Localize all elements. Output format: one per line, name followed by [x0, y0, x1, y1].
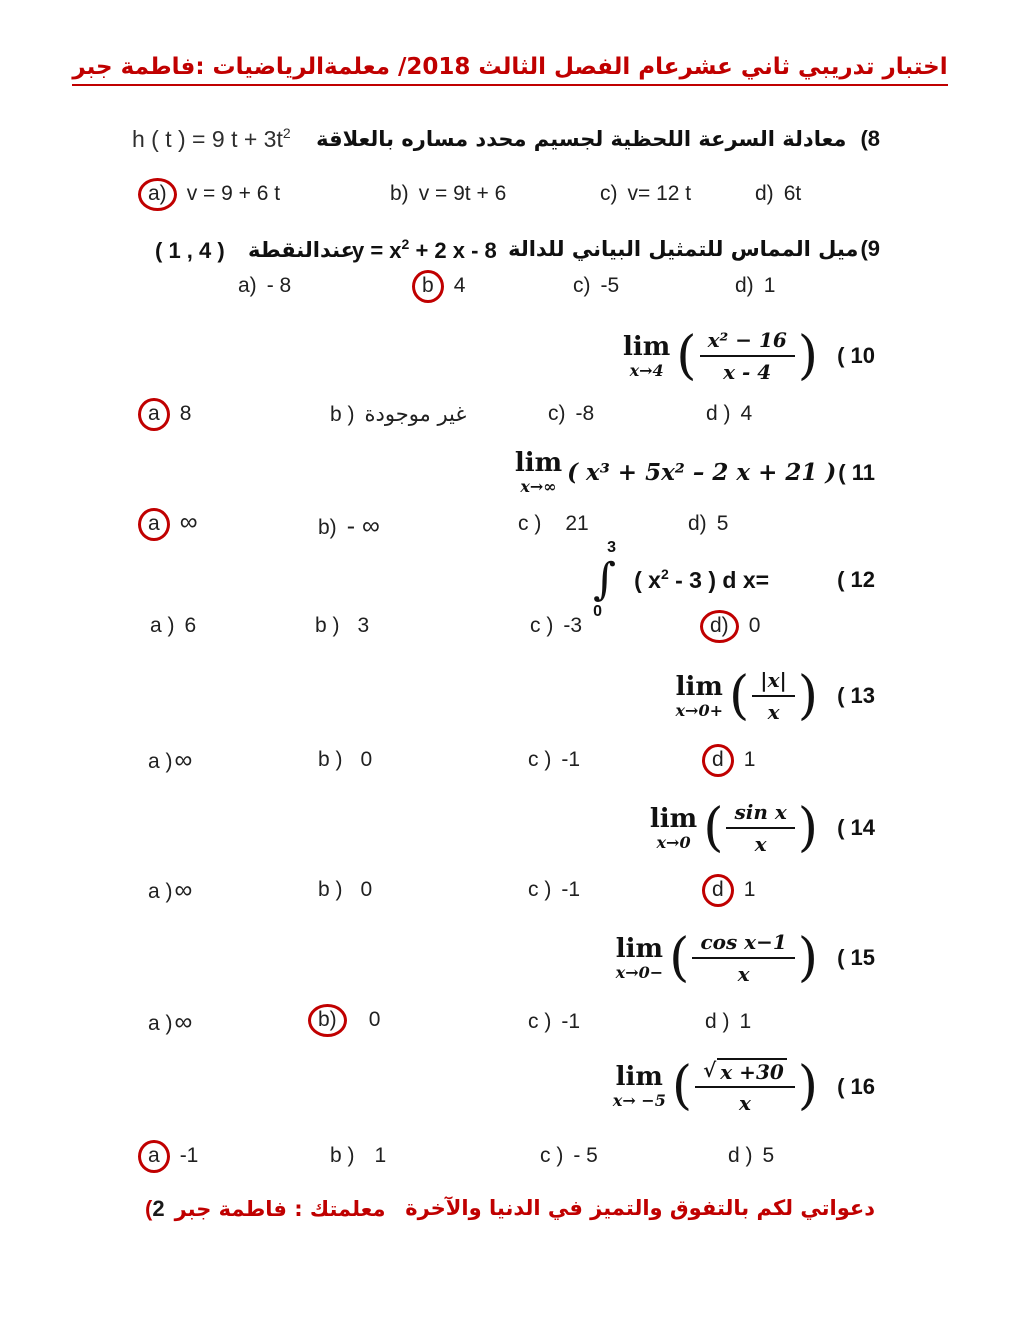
q11-option-c: [518, 512, 589, 536]
option-value: -1: [179, 1144, 199, 1167]
q14-formula: [649, 797, 875, 858]
q11-option-b: [318, 512, 380, 541]
teacher-signature: معلمتك : فاطمة جبر: [174, 1197, 386, 1221]
q15-formula: [615, 927, 875, 988]
q14-option-d: [702, 874, 755, 907]
option-letter: a ): [148, 750, 173, 773]
page-paren: (: [145, 1196, 153, 1221]
option-letter: a: [148, 402, 160, 425]
answer-circle: [702, 744, 734, 777]
option-value: 0: [368, 1008, 381, 1031]
option-value: 0: [360, 748, 373, 771]
option-value: 5: [762, 1144, 775, 1167]
option-value: 1: [743, 878, 756, 901]
q8-heading-text: معادلة السرعة اللحظية لجسيم محدد مساره بالعلاقة: [316, 127, 847, 151]
option-value: -8: [575, 402, 595, 425]
radicand: x +30: [717, 1058, 786, 1084]
limit-symbol: lim x→0−: [615, 933, 664, 982]
option-letter: d): [735, 274, 754, 297]
q8-option-d: [755, 182, 801, 206]
option-value: 1: [374, 1144, 387, 1167]
open-paren: (: [703, 797, 724, 858]
limit-subscript: x→0: [656, 832, 691, 852]
footer-blessing: [405, 1196, 875, 1220]
q12-number: ( 12: [837, 567, 875, 592]
option-letter: c ): [528, 878, 552, 901]
option-value: ∞: [174, 876, 193, 904]
option-value: -1: [561, 748, 581, 771]
close-paren: ): [797, 927, 819, 988]
option-value: v = 9t + 6: [418, 182, 507, 205]
q11-formula: [515, 450, 875, 495]
page-number-tag: [145, 1196, 165, 1222]
q14-option-b: [318, 878, 372, 902]
option-letter: b ): [330, 403, 355, 426]
option-value: 0: [360, 878, 373, 901]
q16-option-a: [138, 1140, 198, 1173]
option-value: v = 9 + 6 t: [186, 182, 281, 205]
option-letter: c ): [528, 748, 552, 771]
answer-circle: [138, 508, 170, 541]
option-value: غير موجودة: [364, 402, 467, 426]
option-value: - ∞: [346, 512, 380, 540]
q8-formula: [132, 126, 291, 153]
q10-number: ( 10: [837, 343, 875, 368]
limit-subscript: x→0+: [675, 700, 723, 720]
option-letter: a ): [148, 880, 173, 903]
option-value: 8: [179, 402, 192, 425]
option-letter: c): [548, 402, 566, 425]
q10-option-b: [330, 402, 466, 427]
close-paren: ): [797, 325, 819, 386]
q8-option-a: [138, 178, 280, 211]
q12-option-d: [700, 610, 760, 643]
q11-option-d: [688, 512, 728, 536]
q11-number: ( 11: [838, 459, 875, 485]
q13-number: ( 13: [837, 683, 875, 708]
integral-upper-bound: 3: [607, 539, 617, 556]
answer-circle: [700, 610, 739, 643]
numerator: |x|: [760, 668, 787, 692]
option-letter: a ): [148, 1012, 173, 1035]
option-letter: a ): [150, 614, 175, 637]
option-letter: b ): [330, 1144, 355, 1167]
limit-subscript: x→4: [629, 360, 664, 380]
q15-number: ( 15: [837, 945, 875, 970]
q13-option-c: [528, 748, 580, 772]
close-paren: ): [797, 665, 819, 726]
option-letter: a): [148, 182, 167, 205]
option-letter: b ): [318, 748, 343, 771]
option-value: - 5: [573, 1144, 598, 1167]
option-value: -1: [561, 1010, 581, 1033]
option-letter: b: [422, 274, 434, 297]
q9-at-word: عندالنقطة: [248, 238, 356, 262]
open-paren: (: [729, 665, 750, 726]
close-paren: ): [797, 1056, 819, 1117]
open-paren: (: [671, 1056, 693, 1117]
numerator: sin x: [734, 800, 787, 824]
q9-function-rest: + 2 x - 8: [409, 238, 497, 263]
option-letter: d: [712, 878, 724, 901]
option-letter: b ): [315, 614, 340, 637]
integral: [593, 540, 616, 620]
option-letter: d): [755, 182, 774, 205]
integrand: ( x2 - 3 ) d x=: [634, 565, 770, 593]
close-paren: ): [797, 797, 819, 858]
option-letter: c): [573, 274, 591, 297]
q9-function-base: y = x: [352, 238, 402, 263]
q9-heading: [508, 236, 880, 262]
answer-circle: [308, 1004, 347, 1037]
denominator: x: [752, 695, 794, 724]
answer-circle: [702, 874, 734, 907]
option-value: 1: [739, 1010, 752, 1033]
q9-option-c: [573, 274, 619, 298]
fraction: [700, 328, 795, 384]
option-letter: c ): [530, 614, 554, 637]
numerator: [695, 1058, 795, 1086]
q16-option-d: [728, 1144, 774, 1168]
q10-formula: [623, 325, 875, 386]
limit-subscript: x→0−: [615, 962, 664, 982]
option-value: 3: [357, 614, 370, 637]
limit-symbol: lim x→0+: [675, 671, 723, 720]
footer-left: [145, 1196, 386, 1222]
option-letter: c ): [540, 1144, 564, 1167]
blessing-text: دعواتي لكم بالتفوق والتميز في الدنيا والآخرة: [405, 1196, 875, 1220]
q9-function-exponent: 2: [401, 236, 410, 252]
page-number: 2: [152, 1196, 165, 1221]
option-letter: b): [318, 1008, 337, 1031]
option-value: ∞: [174, 746, 193, 774]
denominator: x: [695, 1086, 795, 1115]
option-letter: b): [318, 516, 337, 539]
denominator: x: [692, 957, 794, 986]
q9-function: [352, 238, 497, 264]
option-value: -3: [563, 614, 583, 637]
option-value: 6: [184, 614, 197, 637]
q10-option-d: [706, 402, 752, 426]
q14-option-a: [148, 876, 192, 905]
q15-option-c: [528, 1010, 580, 1034]
limit-symbol: lim x→ −5: [612, 1062, 666, 1110]
q14-option-c: [528, 878, 580, 902]
open-paren: (: [676, 325, 697, 386]
q10-option-c: [548, 402, 594, 426]
numerator: cos x−1: [700, 930, 787, 954]
option-value: - 8: [266, 274, 292, 297]
denominator: x: [726, 827, 794, 856]
q13-option-b: [318, 748, 372, 772]
q13-formula: [675, 665, 875, 726]
limit-symbol: lim x→∞: [514, 448, 563, 496]
option-letter: b): [390, 182, 409, 205]
option-value: 1: [743, 748, 756, 771]
integral-lower-bound: 0: [593, 603, 603, 620]
option-letter: a: [148, 512, 160, 535]
limit-symbol: lim x→4: [623, 331, 671, 380]
q8-number: (8: [860, 126, 880, 151]
answer-circle: [138, 398, 170, 431]
exam-header: [0, 54, 1020, 80]
q12-formula: [593, 540, 875, 620]
limit-symbol: lim x→0: [649, 803, 698, 852]
q16-formula: [613, 1058, 875, 1115]
option-letter: d ): [705, 1010, 730, 1033]
q16-number: ( 16: [837, 1073, 875, 1099]
option-letter: d): [710, 614, 729, 637]
exam-header-title: اختبار تدريبي ثاني عشرعام الفصل الثالث 2018/ معلمةالرياضيات :فاطمة جبر: [72, 54, 947, 86]
q15-option-b: [308, 1004, 380, 1037]
q8-option-b: [390, 182, 506, 206]
answer-circle: [138, 1140, 170, 1173]
q8-formula-text: h ( t ) = 9 t + 3t: [132, 126, 283, 152]
q12-option-c: [530, 614, 582, 638]
option-value: ∞: [174, 1008, 193, 1036]
sqrt-sign: √: [703, 1058, 717, 1082]
integral-sign: ∫: [593, 554, 617, 605]
limit-subscript: x→ −5: [612, 1091, 666, 1110]
option-value: 4: [453, 274, 466, 297]
option-letter: c): [600, 182, 618, 205]
option-value: ∞: [179, 508, 198, 536]
q15-option-d: [705, 1010, 751, 1034]
option-letter: b ): [318, 878, 343, 901]
q8-heading: [316, 126, 880, 152]
option-value: 0: [748, 614, 761, 637]
polynomial: ( x³ + 5x² – 2 x + 21 ): [567, 459, 837, 486]
fraction: [692, 930, 794, 986]
option-letter: d): [688, 512, 707, 535]
option-value: 5: [716, 512, 729, 535]
option-letter: d ): [728, 1144, 753, 1167]
q13-option-d: [702, 744, 755, 777]
q9-option-d: [735, 274, 775, 298]
numerator: x² − 16: [707, 328, 787, 352]
q11-option-a: [138, 508, 198, 541]
q14-number: ( 14: [837, 815, 875, 840]
q10-option-a: [138, 398, 191, 431]
q9-option-b: [412, 270, 465, 303]
option-value: -1: [561, 878, 581, 901]
integrand-exponent: 2: [660, 565, 669, 582]
option-value: 4: [740, 402, 753, 425]
q8-option-c: [600, 182, 691, 206]
option-letter: c ): [528, 1010, 552, 1033]
q8-formula-exponent: 2: [282, 125, 291, 141]
q15-option-a: [148, 1008, 192, 1037]
option-value: 6t: [783, 182, 802, 205]
fraction: [695, 1058, 795, 1115]
answer-circle: [412, 270, 444, 303]
q16-option-c: [540, 1144, 598, 1168]
option-value: 21: [565, 512, 589, 535]
q9-number: (9: [860, 236, 880, 261]
fraction: [752, 668, 794, 724]
q12-option-b: [315, 614, 369, 638]
open-paren: (: [669, 927, 690, 988]
option-value: v= 12 t: [627, 182, 692, 205]
q16-option-b: [330, 1144, 386, 1168]
q9-point: ( 1 , 4 ): [155, 238, 225, 263]
answer-circle: [138, 178, 177, 211]
limit-subscript: x→∞: [520, 477, 557, 496]
option-letter: a: [148, 1144, 160, 1167]
option-value: -5: [600, 274, 620, 297]
q9-heading-text: ميل المماس للتمثيل البياني للدالة: [508, 237, 859, 261]
q13-option-a: [148, 746, 192, 775]
option-value: 1: [763, 274, 776, 297]
q12-option-a: [150, 614, 196, 638]
option-letter: a): [238, 274, 257, 297]
denominator: x - 4: [700, 355, 795, 384]
option-letter: d: [712, 748, 724, 771]
fraction: [726, 800, 794, 856]
q9-option-a: [238, 274, 291, 298]
option-letter: c ): [518, 512, 542, 535]
option-letter: d ): [706, 402, 731, 425]
